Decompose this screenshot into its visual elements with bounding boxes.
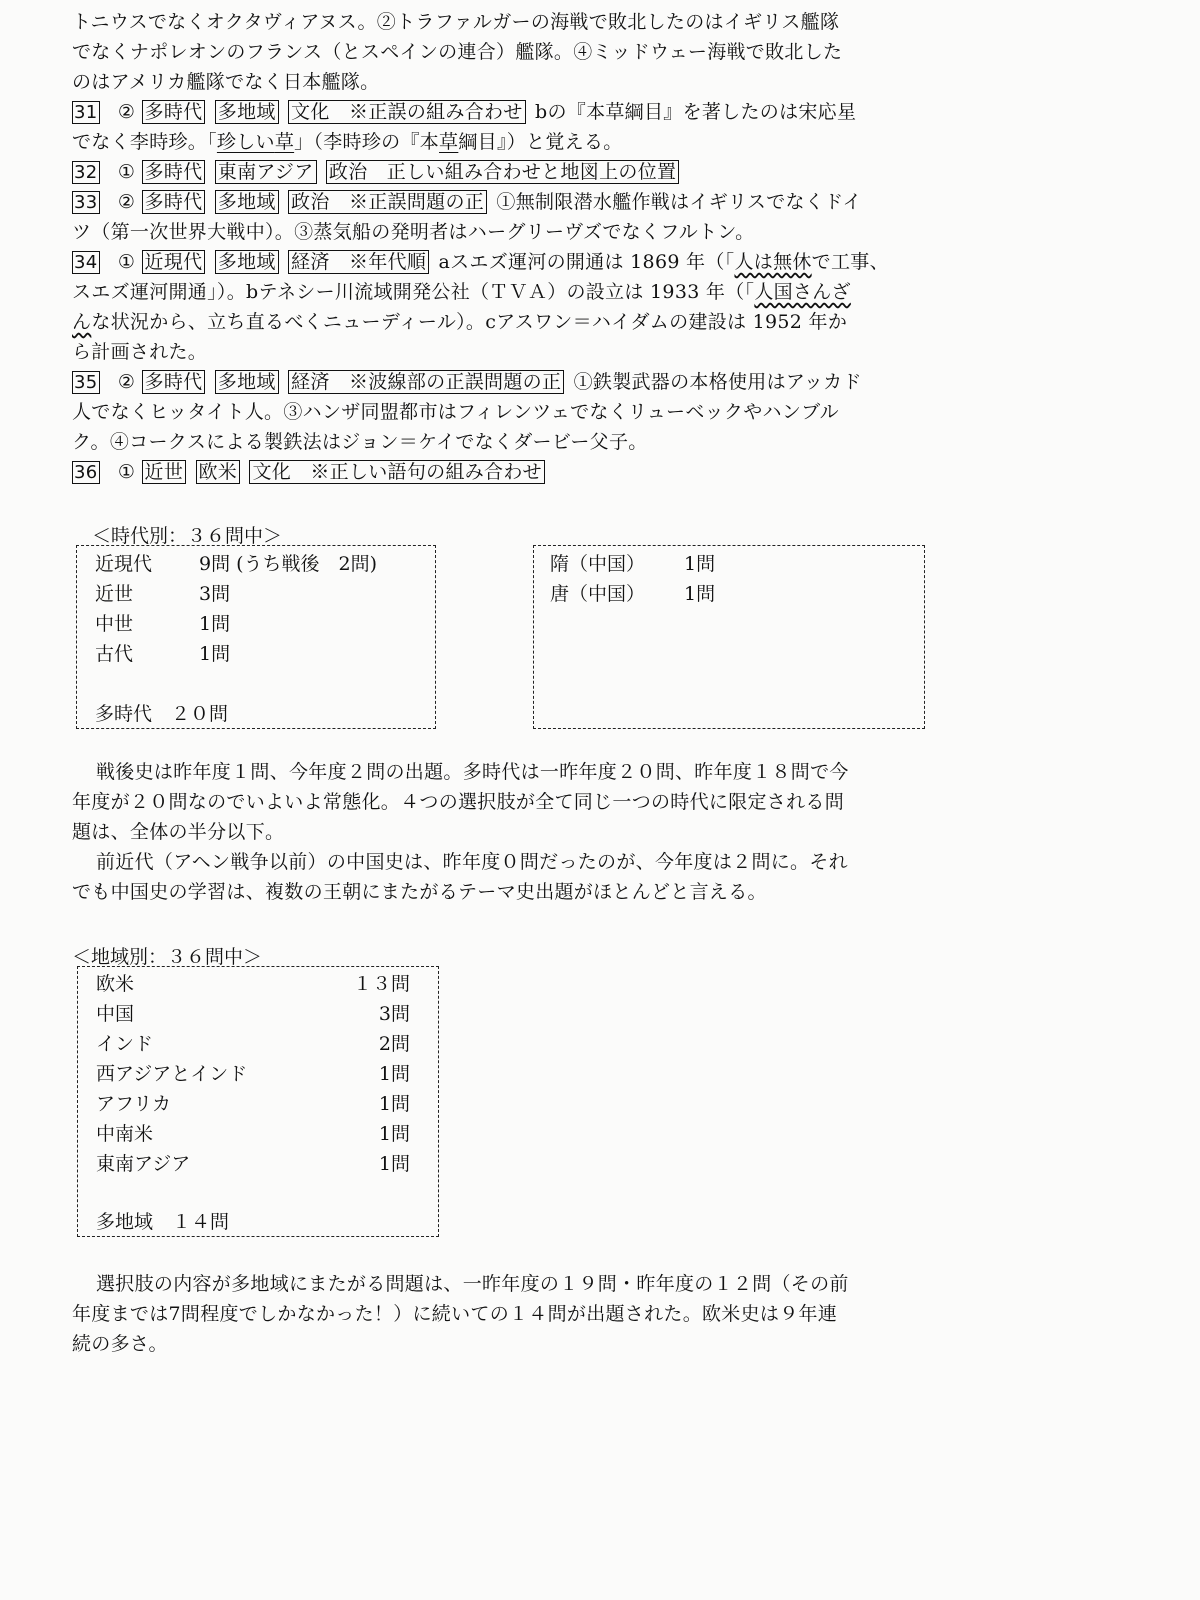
explanation-text: ①鉄製武器の本格使用はアッカド: [573, 371, 862, 393]
question-number: 32: [74, 162, 98, 183]
era-label: 近現代: [95, 553, 153, 575]
question-number: 35: [74, 372, 98, 393]
answer-choice: ②: [117, 191, 136, 213]
field-tag: 政治 ※正誤問題の正: [288, 190, 487, 214]
answer-32: [72, 157, 682, 188]
era-count: 1問: [199, 643, 231, 665]
answer-36: [72, 457, 548, 488]
body-text-line: ら計画された。: [72, 341, 208, 363]
era-label: 古代: [95, 643, 134, 665]
region-tag: 多地域: [215, 190, 279, 214]
underlined-text: 草: [274, 131, 295, 153]
answer-choice: ①: [117, 161, 136, 183]
region-count: 1問: [378, 1123, 410, 1145]
region-label: 東南アジア: [96, 1153, 191, 1175]
text-fragment: 綱目』）と覚える。: [458, 131, 623, 153]
region-label: 中国: [96, 1003, 135, 1025]
region-total: 多地域 １４問: [96, 1211, 230, 1233]
era-label: 近世: [95, 583, 134, 605]
underlined-text: 草: [439, 131, 459, 153]
mnemonic-text: 人国さんざ: [754, 281, 851, 303]
answer-35: [72, 367, 862, 398]
era-total: 多時代 ２０問: [95, 703, 229, 725]
dynasty-label: 隋（中国）: [550, 553, 646, 575]
region-count: １３問: [352, 973, 410, 995]
question-number: 36: [74, 462, 98, 483]
era-tag: 多時代: [142, 190, 206, 214]
era-label: 中世: [95, 613, 134, 635]
body-text-line: [72, 127, 623, 157]
era-tag: 多時代: [142, 100, 206, 124]
body-text-line: トニウスでなくオクタヴィアヌス。②トラファルガーの海戦で敗北したのはイギリス艦隊: [72, 11, 840, 33]
body-text-line: でなくナポレオンのフランス（とスペインの連合）艦隊。④ミッドウェー海戦で敗北した: [72, 41, 843, 63]
question-number: 33: [74, 192, 98, 213]
region-tag: 多地域: [215, 370, 279, 394]
commentary-line: 続の多さ。: [72, 1333, 168, 1355]
dynasty-count: 1問: [684, 553, 716, 575]
era-box: [76, 545, 436, 729]
commentary-line: 題は、全体の半分以下。: [72, 821, 285, 843]
text-fragment: 」（李時珍の『本: [294, 131, 440, 153]
mnemonic-text: 人は無休: [734, 251, 812, 273]
text-fragment: スエズ運河開通」）。bテネシー川流域開発公社（ＴＶＡ）の設立は 1933 年（「: [72, 281, 755, 303]
era-row: [95, 550, 152, 578]
text-fragment: でなく李時珍。「: [72, 131, 217, 153]
region-tag: 多地域: [215, 100, 279, 124]
answer-choice: ①: [117, 251, 136, 273]
answer-34: [72, 247, 889, 278]
region-count: 2問: [378, 1033, 410, 1055]
era-count: 3問: [199, 583, 231, 605]
region-tag: 欧米: [196, 460, 241, 484]
field-tag: 経済 ※波線部の正誤問題の正: [288, 370, 564, 394]
body-text-line: [72, 307, 847, 337]
region-count: 1問: [378, 1153, 410, 1175]
era-caption: ＜時代別：３６問中＞: [92, 525, 283, 547]
era-tag: 近現代: [142, 250, 206, 274]
commentary-line: 年度が２０問なのでいよいよ常態化。４つの選択肢が全て同じ一つの時代に限定される問: [72, 791, 845, 813]
china-box: [533, 545, 925, 729]
explanation-text: で工事、: [811, 251, 889, 273]
text-fragment: な状況から、立ち直るべくニューディール）。cアスワン＝ハイダムの建設は 1952 年か: [91, 311, 848, 333]
region-box: [77, 966, 439, 1237]
era-count: 9問 (うち戦後 2問): [199, 553, 378, 575]
field-tag: 経済 ※年代順: [288, 250, 429, 274]
answer-choice: ②: [117, 371, 136, 393]
commentary-line: 前近代（アヘン戦争以前）の中国史は、昨年度０問だったのが、今年度は２問に。それ: [96, 851, 848, 873]
mnemonic-text: ん: [72, 311, 92, 333]
body-text-line: [72, 277, 851, 307]
region-tag: 東南アジア: [215, 160, 317, 184]
body-text-line: 人でなくヒッタイト人。③ハンザ同盟都市はフィレンツェでなくリューベックやハンブル: [72, 401, 839, 423]
commentary-line: 選択肢の内容が多地域にまたがる問題は、一昨年度の１９問・昨年度の１２問（その前: [96, 1273, 849, 1295]
commentary-line: でも中国史の学習は、複数の王朝にまたがるテーマ史出題がほとんどと言える。: [72, 881, 767, 903]
commentary-line: 戦後史は昨年度１問、今年度２問の出題。多時代は一昨年度２０問、昨年度１８問で今: [96, 761, 849, 783]
dynasty-count: 1問: [684, 583, 716, 605]
answer-choice: ②: [117, 101, 136, 123]
region-count: 1問: [378, 1063, 410, 1085]
region-label: 欧米: [96, 973, 135, 995]
region-label: 西アジアとインド: [96, 1063, 248, 1085]
question-number: 34: [74, 252, 98, 273]
body-text-line: のはアメリカ艦隊でなく日本艦隊。: [72, 71, 380, 93]
region-tag: 多地域: [215, 250, 279, 274]
era-count: 1問: [199, 613, 231, 635]
explanation-text: aスエズ運河の開通は 1869 年（「: [438, 251, 735, 273]
body-text-line: ク。④コークスによる製鉄法はジョン＝ケイでなくダービー父子。: [72, 431, 648, 453]
region-label: アフリカ: [96, 1093, 172, 1115]
commentary-line: 年度までは7問程度でしかなかった！）に続いての１４問が出題された。欧米史は９年連: [72, 1303, 838, 1325]
era-tag: 多時代: [142, 370, 206, 394]
region-caption: ＜地域別：３６問中＞: [72, 946, 263, 968]
underlined-text: 珍しい: [216, 131, 275, 153]
explanation-text: ①無制限潜水艦作戦はイギリスでなくドイ: [496, 191, 862, 213]
body-text-line: ツ（第一次世界大戦中）。③蒸気船の発明者はハーグリーヴズでなくフルトン。: [72, 221, 755, 243]
region-label: インド: [96, 1033, 154, 1055]
answer-33: [72, 187, 862, 218]
field-tag: 文化 ※正しい語句の組み合わせ: [249, 460, 545, 484]
answer-31: [72, 97, 856, 128]
question-number: 31: [74, 102, 98, 123]
region-count: 1問: [378, 1093, 410, 1115]
era-tag: 近世: [142, 460, 187, 484]
era-tag: 多時代: [142, 160, 206, 184]
dynasty-label: 唐（中国）: [550, 583, 646, 605]
explanation-text: bの『本草綱目』を著したのは宋応星: [535, 101, 857, 123]
region-count: 3問: [378, 1003, 410, 1025]
region-label: 中南米: [96, 1123, 154, 1145]
answer-choice: ①: [117, 461, 136, 483]
field-tag: 政治 正しい組み合わせと地図上の位置: [326, 160, 679, 184]
field-tag: 文化 ※正誤の組み合わせ: [288, 100, 526, 124]
